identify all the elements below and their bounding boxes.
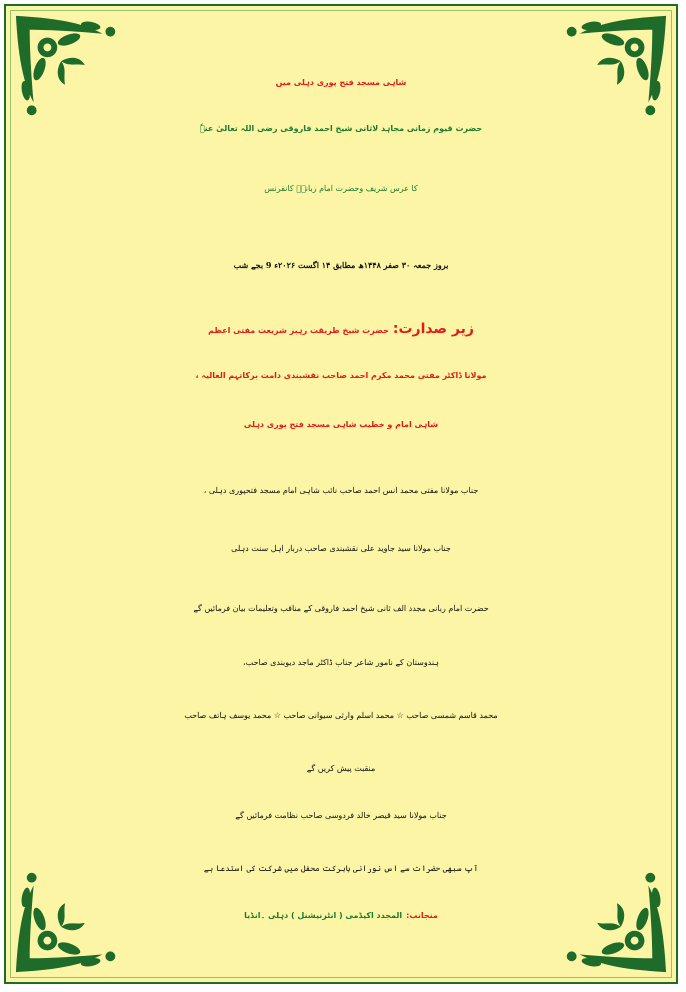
organizer-line — [6, 911, 676, 920]
manqabat-line: منقبت پیش کریں گے — [306, 764, 376, 773]
presidency-title: حضرت شیخ طریقت رہبر شریعت مفتی اعظم — [208, 326, 389, 335]
floral-corner-ornament-icon — [552, 12, 670, 130]
presider-position: شاہی امام و خطیب شاہی مسجد فتح پوری دہلی — [243, 420, 439, 429]
presider-name: مولانا ڈاکٹر مفتی محمد مکرم احمد صاحب نقشبندی دامت برکاتہم العالیہ ، — [195, 371, 487, 380]
guest-1: جناب مولانا مفتی محمد انس احمد صاحب نائب شاہی امام مسجد فتحپوری دہلی ، — [203, 486, 479, 495]
guest-2: جناب مولانا سید جاوید علی نقشبندی صاحب دربار اہل سنت دہلی — [231, 544, 451, 553]
host-line: جناب مولانا سید قیصر خالد فردوسی صاحب نظامت فرمائیں گے — [235, 811, 447, 820]
poets-line: محمد قاسم شمسی صاحب ☆ محمد اسلم وارثی سیوانی صاحب ☆ محمد یوسف ہاتف صاحب — [184, 711, 498, 720]
honoree-line: حضرت قیوم زمانی مجاہد لاثانی شیخ احمد فاروقی رضی اللہ تعالیٰ عنہٗ — [199, 124, 483, 133]
presidency-line — [6, 321, 676, 337]
venue-heading: شاہی مسجد فتح پوری دہلی میں — [275, 78, 407, 87]
organizer-name: المجدد اکیڈمی ( انٹرنیشنل ) دہلی ۔انڈیا — [244, 911, 403, 920]
organizer-label: منجانب: — [406, 911, 438, 920]
poster — [4, 4, 678, 984]
poet-line: ہندوستان کے نامور شاعر جناب ڈاکٹر ماجد دیوبندی صاحب، — [243, 658, 439, 667]
event-title: کا عرس شریف وحضرت امام ربانیؒ کانفرنس — [264, 184, 418, 193]
presidency-label: زیر صدارت: — [392, 321, 474, 337]
floral-corner-ornament-icon — [12, 12, 130, 130]
invite-line: آپ سبھی حضرات سے اس نورانی بابرکت محفل میں شرکت کی استدعا ہے — [203, 864, 479, 873]
event-date: بروز جمعہ ۳۰ صفر ۱۴۴۸ھ مطابق ۱۴ اگست ۲۰۲۶ء 9 بجے شب — [233, 260, 449, 270]
speech-line: حضرت امام ربانی مجدد الف ثانی شیخ احمد فاروقی کے مناقب وتعلیمات بیان فرمائیں گے — [193, 604, 489, 613]
